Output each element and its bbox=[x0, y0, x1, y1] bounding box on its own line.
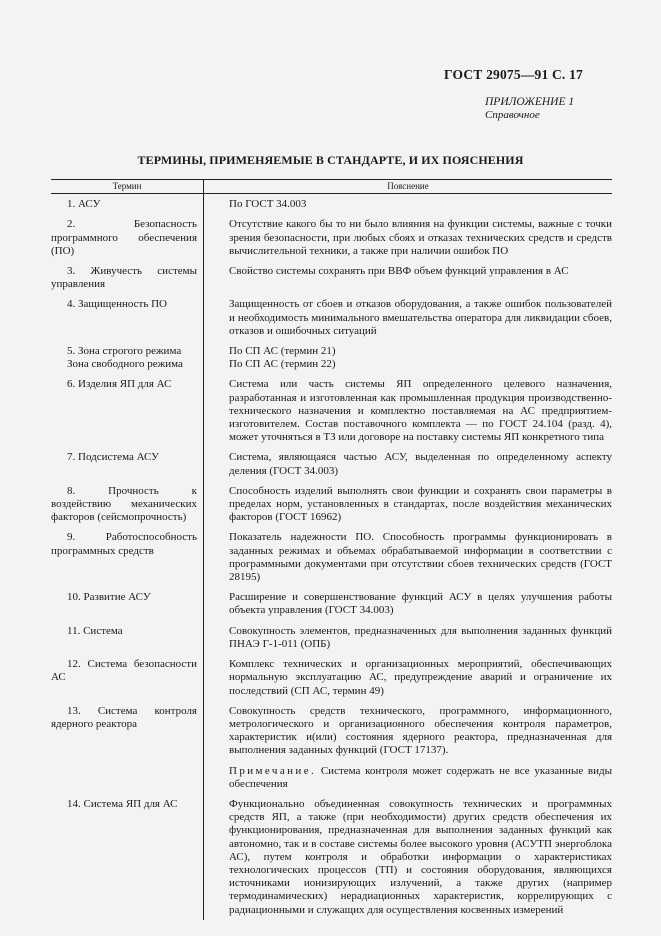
explanation-cell bbox=[204, 701, 613, 794]
explanation-cell: Защищенность от сбоев и отказов оборудования, а также ошибок пользователей и необходимость минимального вмешательства оператора для ликвидации сбоев, отказов и ошибочных ситуаций bbox=[204, 294, 613, 341]
explanation-cell: Отсутствие какого бы то ни было влияния на функции системы, важные с точки зрения безопасности, при любых сбоях и отказах технических средств и средств вычислительной техники, а также при наличии ошибок ПО bbox=[204, 214, 613, 261]
standard-designation: ГОСТ 29075—91 С. 17 bbox=[444, 67, 583, 82]
table-row bbox=[51, 654, 612, 701]
note-label: Примечание. bbox=[229, 764, 317, 777]
term-cell: 8. Прочность к воздействию механических факторов (сейсмопрочность) bbox=[51, 484, 197, 524]
explanation-line: По СП АС (термин 22) bbox=[229, 358, 336, 371]
explanation-cell: Показатель надежности ПО. Способность программы функционировать в заданных режимах и объемах обрабатываемой информации в соответствии с программными документами при отсутствии сбоев технических средств (ГОСТ 28195) bbox=[204, 527, 613, 587]
term-cell: 10. Развитие АСУ bbox=[67, 591, 151, 604]
term-cell: 4. Защищенность ПО bbox=[67, 298, 167, 311]
table-row bbox=[51, 294, 612, 341]
appendix-note: Справочное bbox=[485, 109, 540, 121]
explanation-cell: Свойство системы сохранять при ВВФ объем функций управления в АС bbox=[204, 261, 613, 294]
term-cell: 2. Безопасность программного обеспечения (ПО) bbox=[51, 218, 197, 257]
explanation-text: Совокупность средств технического, программного, информационного, метрологического и организационного обеспечения контроля параметров, характеристик и(или) состояния ядерного реактора, предназначенная для выполнения заданных функций (ГОСТ 17137). bbox=[229, 704, 612, 757]
table-row bbox=[51, 481, 612, 528]
explanation-cell: Система, являющаяся частью АСУ, выделенная по определенному аспекту деления (ГОСТ 34.003) bbox=[204, 447, 613, 480]
table-row bbox=[51, 374, 612, 447]
table-row bbox=[51, 194, 612, 215]
table-row bbox=[51, 587, 612, 620]
explanation-cell: Совокупность элементов, предназначенных для выполнения заданных функций ПНАЭ Г-1-011 (ОПБ) bbox=[204, 621, 613, 654]
table-row bbox=[51, 701, 612, 794]
term-cell: 7. Подсистема АСУ bbox=[67, 451, 159, 464]
term-line: 5. Зона строгого режима bbox=[67, 345, 182, 358]
term-cell: 1. АСУ bbox=[67, 198, 101, 211]
appendix-label-block bbox=[485, 96, 581, 122]
page-title: ТЕРМИНЫ, ПРИМЕНЯЕМЫЕ В СТАНДАРТЕ, И ИХ ПОЯСНЕНИЯ bbox=[137, 153, 524, 167]
appendix-label: ПРИЛОЖЕНИЕ 1 bbox=[485, 96, 575, 108]
table-row bbox=[51, 447, 612, 480]
term-cell bbox=[51, 341, 204, 374]
term-cell: 11. Система bbox=[67, 624, 123, 637]
explanation-cell: Комплекс технических и организационных мероприятий, обеспечивающих нормальную эксплуатацию АС, предупреждение аварий и ограничение их последствий (СП АС, термин 49) bbox=[204, 654, 613, 701]
explanation-cell bbox=[204, 341, 613, 374]
term-line: Зона свободного режима bbox=[67, 358, 183, 371]
explanation-line: По СП АС (термин 21) bbox=[229, 345, 336, 358]
term-cell: 12. Система безопасности АС bbox=[51, 658, 197, 684]
note-text: Система контроля может содержать не все указанные виды обеспечения bbox=[229, 764, 612, 790]
table-row bbox=[51, 261, 612, 294]
table-row bbox=[51, 794, 612, 920]
column-header-explanation: Пояснение bbox=[204, 180, 613, 194]
column-header-term: Термин bbox=[51, 180, 204, 194]
note-paragraph bbox=[229, 765, 612, 791]
explanation-cell: Способность изделий выполнять свои функции и сохранять свои параметры в пределах норм, установленных в стандартах, после воздействия механических факторов (ГОСТ 16962) bbox=[204, 481, 613, 528]
table-header-row bbox=[51, 180, 612, 194]
table-row bbox=[51, 214, 612, 261]
explanation-cell: Функционально объединенная совокупность технических и программных средств ЯП, а также (при необходимости) других средств обеспечения их функционирования, предназначенная для выполнения заданных функций как автономно, так и в составе системы более высокого уровня (АСУТП энергоблока АС), путем контроля и обработки информации о характеристиках технологических процессов (ТП) и состояния оборудования, являющихся источниками ионизирующих излучений, а также других (например термодинамических) нерадиационных характеристик, коррелирующих с радиационными и служащих для осуществления косвенных измерений bbox=[204, 794, 613, 920]
terms-table bbox=[51, 179, 612, 920]
explanation-cell: Расширение и совершенствование функций АСУ в целях улучшения работы объекта управления (ГОСТ 34.003) bbox=[204, 587, 613, 620]
term-cell: 9. Работоспособность программных средств bbox=[51, 531, 197, 557]
table-row bbox=[51, 341, 612, 374]
table-row bbox=[51, 621, 612, 654]
explanation-cell: По ГОСТ 34.003 bbox=[204, 194, 613, 215]
term-cell: 13. Система контроля ядерного реактора bbox=[51, 704, 197, 730]
table-row bbox=[51, 527, 612, 587]
term-cell: 3. Живучесть системы управления bbox=[51, 265, 197, 291]
explanation-cell: Система или часть системы ЯП определенного целевого назначения, разработанная и изготовленная как промышленная продукция производственно-технического назначения и комплектно поставляемая на АС предприятием-изготовителем. Состав поставочного комплекта — по ГОСТ 24.104 (разд. 4), может уточняться в ТЗ или договоре на поставку системы ЯП конкретного типа bbox=[204, 374, 613, 447]
term-cell: 6. Изделия ЯП для АС bbox=[67, 378, 172, 391]
term-cell: 14. Система ЯП для АС bbox=[67, 797, 178, 810]
